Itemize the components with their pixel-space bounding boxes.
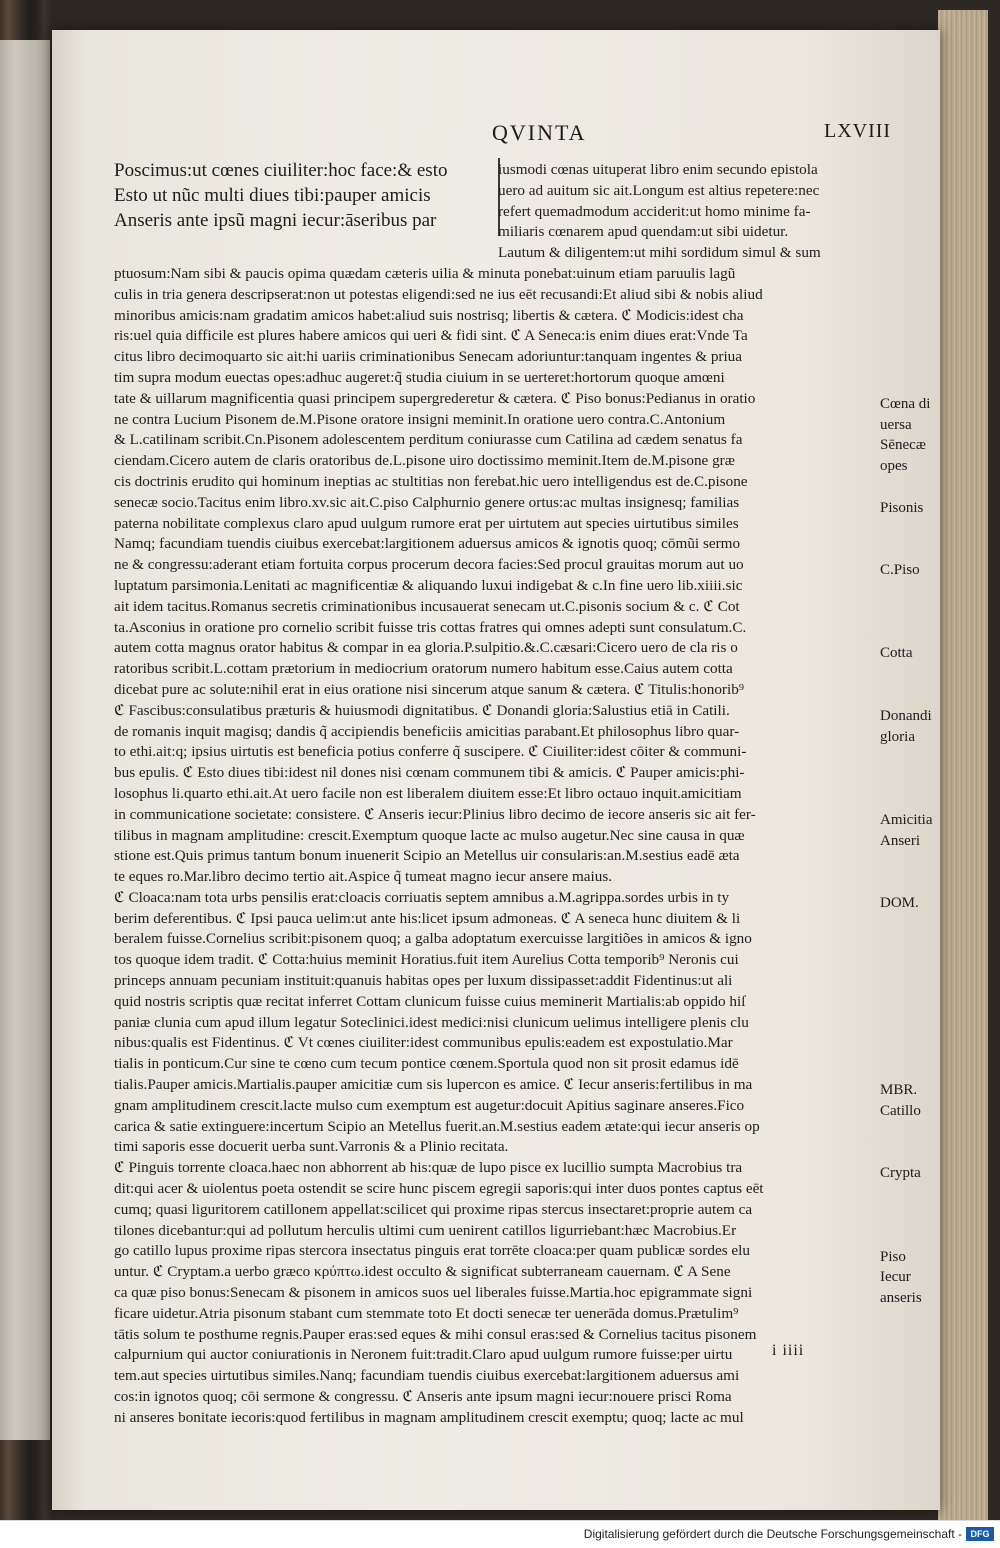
text-line: senecæ socio.Tacitus enim libro.xv.sic ait.C.piso Calphurnio genere ortus:ac multas insignesq; familias xyxy=(114,493,740,511)
text-line: ptuosum:Nam sibi & paucis opima quædam cæteris uilia & minuta ponebat:uinum etiam paruulis lagũ xyxy=(114,264,736,282)
text-line: de romanis inquit magisq; dandis q̃ accipiendis beneficiis amicitias parabant.Et philosophus libro quar- xyxy=(114,722,740,740)
text-line: ne contra Lucium Pisonem de.M.Pisone oratore insigni meminit.In oratione uero contra.C.Antonium xyxy=(114,410,726,428)
verse-line: Anseris ante ipsũ magni iecur:āseribus par xyxy=(114,210,437,231)
text-line: to ethi.ait:q; ipsius uirtutis est beneficia potius conferre q̃ suscipere. ℭ Ciuiliter:idest cōiter & communi- xyxy=(114,743,747,761)
text-line: bus epulis. ℭ Esto diues tibi:idest nil dones nisi cœnam communem tibi & amicis. ℭ Pauper amicis:phi- xyxy=(114,764,745,782)
funding-credit: Digitalisierung gefördert durch die Deutsche Forschungsgemeinschaft - xyxy=(583,1527,962,1541)
text-line: culis in tria genera descripserat:non ut potestas eligendi:sed ne ius eēt recusandi:Et aliud sibi & nobis aliud xyxy=(114,285,763,303)
margin-note: C.Piso xyxy=(880,562,920,579)
text-line: carica & satie extinguere:incertum Scipio an Metellus fuerit.an.M.sestius eadem ætate:qui iecur anseris op xyxy=(114,1117,760,1135)
text-line: nibus:qualis est Fidentinus. ℭ Vt cœnes ciuiliter:idest communibus epulis:eadem est expostulatio.Mar xyxy=(114,1034,733,1052)
text-line: iusmodi cœnas uituperat libro enim secundo epistola xyxy=(498,161,818,178)
text-line: go catillo lupus proxime ripas stercora insectatus pinguis erat torrēte cloaca:per quam publicæ sordes elu xyxy=(114,1242,750,1260)
margin-note: Crypta xyxy=(880,1165,921,1182)
text-line: in communicatione societate: consistere. ℭ Anseris iecur:Plinius libro decimo de iecore anseris sic ait fer- xyxy=(114,805,756,823)
text-line: ficare uidetur.Atria pisonum stabant cum stemmate toto Et docti senecæ ter uenerāda domus.Prætulim⁹ xyxy=(114,1304,739,1322)
text-line: tilibus in magnam amplitudine: crescit.Exemptum quoque lacte ac mulso augetur.Nec sine causa in quæ xyxy=(114,826,745,844)
text-line: paniæ clunia cum apud illum legatur Soteclinici.idest medici:nisi clunicum uelimus intelligere plenis clu xyxy=(114,1013,749,1031)
text-line: cos:in ignotos quoq; cōi sermone & congressu. ℭ Anseris ante ipsum magni iecur:nouere prisci Roma xyxy=(114,1388,732,1406)
text-line: dit:qui acer & uiolentus poeta ostendit se scire hunc piscem egregii saporis:qui inter duos pontes captus eēt xyxy=(114,1180,764,1198)
text-line: dicebat pure ac solute:nihil erat in eius oratione nisi sincerum atque sanum & cætera. ℭ Titulis:honorib⁹ xyxy=(114,680,745,698)
text-line: tilones dicebantur:qui ad pollutum herculis ultimi cum uenirent catillos ligurriebant:hæc Macrobius.Er xyxy=(114,1221,737,1239)
text-line: ℭ Pinguis torrente cloaca.haec non abhorrent ab his:quæ de lupo pisce ex lucillio sumpta Macrobius tra xyxy=(114,1159,743,1177)
margin-note: DOM. xyxy=(880,895,919,911)
folio-number: LXVIII xyxy=(824,120,892,142)
margin-note: Pisonis xyxy=(880,499,924,516)
text-line: tialis.Pauper amicis.Martialis.pauper amicitiæ cum sis lupercon es amice. ℭ Iecur anseris:fertilibus in ma xyxy=(114,1076,753,1094)
margin-note: Iecur xyxy=(880,1269,911,1286)
left-page-edge xyxy=(0,40,50,1440)
text-line: tim supra modum euectas opes:adhuc augeret:q̃ studia ciuium in se uerteret:hortorum quoque amœni xyxy=(114,368,725,386)
text-line: beralem fuisse.Cornelius scribit:pisonem quoq; a galba adoptatum exercuisse largitiões in amicos & igno xyxy=(114,930,752,948)
text-line: cis doctrinis erudito qui hominum ineptias ac stultitias non ferebat.hic uero intelligendus est de.C.pisone xyxy=(114,472,748,490)
text-line: ris:uel quia difficile est plures habere amicos qui ueri & fidi sint. ℭ A Seneca:is enim diues erat:Vnde Ta xyxy=(114,327,748,345)
book-fore-edge xyxy=(938,10,988,1520)
text-line: tate & uillarum magnificentia quasi principem supergrederetur & cætera. ℭ Piso bonus:Pedianus in oratio xyxy=(114,389,756,407)
text-line: gnam amplitudinem crescit.lacte mulso cum exemptum est augetur:docuit Apitius saginare anseres.Fico xyxy=(114,1096,745,1114)
margin-note: anseris xyxy=(880,1290,922,1307)
verse-line: Esto ut nũc multi diues tibi:pauper amicis xyxy=(114,185,431,206)
book-page xyxy=(52,30,940,1510)
text-line: calpurnium qui auctor coniurationis in Neronem fuit:tradit.Claro apud uulgum rumore fuisse:per uirtu xyxy=(114,1346,733,1364)
text-line: princeps annuam pecuniam instituit:quanuis habitas opes per luxum dissipasset:addit Fidentinus:ut ali xyxy=(114,972,733,990)
text-line: miliaris cœnarem apud quendam:ut sibi uidetur. xyxy=(498,223,789,241)
text-line: stione est.Quis primus tantum bonum inuenerit Scipio an Metellus uir consularis:an.M.sestius eadē æta xyxy=(114,847,740,865)
text-line: timi saporis esse docuerit uerba sunt.Varronis & a Plinio recitata. xyxy=(114,1138,509,1156)
text-line: tem.aut species uirtutibus similes.Nanq; facundiam tuendis ciuibus exercebat:largitionem aduersus ami xyxy=(114,1367,740,1385)
text-line: ℭ Cloaca:nam tota urbs pensilis erat:cloacis corriuatis septem amnibus a.M.agrippa.sordes urbis in ty xyxy=(114,888,730,906)
text-line: tos quoque idem tradit. ℭ Cotta:huius meminit Horatius.fuit item Aurelius Cotta temporib⁹ Neronis cui xyxy=(114,951,739,969)
text-line: tātis solum te posthume regnis.Pauper eras:sed eques & mihi consul eras:sed & Cornelius tacitus pisonem xyxy=(114,1325,757,1343)
margin-note: Sēnecæ xyxy=(880,437,926,454)
text-line: ciendam.Cicero autem de claris oratoribus de.L.pisone uiro doctissimo meminit.Item de.M.pisone græ xyxy=(114,452,735,470)
dfg-logo: DFG xyxy=(966,1527,994,1541)
text-line: refert quemadmodum acciderit:ut homo minime fa- xyxy=(498,202,811,220)
margin-note: opes xyxy=(880,458,908,475)
text-line: uero ad auitum sic ait.Longum est altius repetere:nec xyxy=(498,181,820,199)
text-line: quid nostris scriptis quæ recitat inferret Cottam clunicum fuisse cuius meminerit Martialis:ab oppido hiſ xyxy=(114,992,746,1010)
text-line: ait idem tacitus.Romanus secretis criminationibus incusauerat senecam ut.C.pisonis socium & c. ℭ Cot xyxy=(114,597,740,615)
margin-note: Piso xyxy=(880,1248,906,1265)
text-line: citus libro decimoquarto sic ait:hi uariis criminationibus Senecam adoriuntur:tanquam ingentes & priua xyxy=(114,348,743,366)
text-line: ni anseres bonitate iecoris:quod fertilibus in magnam amplitudinem crescit exemptu; quoq; lacte ac mul xyxy=(114,1408,744,1426)
signature-mark: i iiii xyxy=(772,1342,805,1359)
margin-note: Cotta xyxy=(880,645,913,662)
text-line: luptatum parsimonia.Lenitati ac magnificentiæ & aliquando luxui indigebat & c.In fine uero lib.xiiii.sic xyxy=(114,576,743,594)
margin-note: Catillo xyxy=(880,1103,921,1119)
text-line: cumq; quasi liguritorem catillonem appellat:scilicet qui proxime ripas stercus insectaret:proprie autem ca xyxy=(114,1200,753,1218)
text-line: Namq; facundiam tuendis ciuibus exercebat:largitionem aduersus amicos & ignotis quoq; cōmũi sermo xyxy=(114,535,741,553)
text-line: losophus li.quarto ethi.ait.At uero facile non est liberalem diuitem esse:Et libro octauo inquit.amicitiam xyxy=(114,784,742,802)
verse-line: Poscimus:ut cœnes ciuiliter:hoc face:& esto xyxy=(114,160,448,181)
text-line: ne & congressu:aderant etiam fortuita corpus procerum decora facies:Sed procul grauitas morum aut uo xyxy=(114,556,744,574)
margin-note: Anseri xyxy=(880,832,920,849)
margin-note: gloria xyxy=(880,728,915,745)
text-line: tialis in ponticum.Cur sine te cœno cum tecum pontice cœnem.Sportula quod non sit prosit edamus idē xyxy=(114,1055,739,1073)
margin-note: Donandi xyxy=(880,707,932,724)
commentary-text xyxy=(114,160,874,1429)
text-line: berim deferentibus. ℭ Ipsi pauca uelim:ut ante his:licet ipsum admoneas. ℭ A seneca hunc diuitem & li xyxy=(114,909,741,927)
text-line: ca quæ piso bonus:Senecam & pisonem in amicos suos uel liberales fuisse.Martia.hoc epigrammate signi xyxy=(114,1284,753,1302)
running-header xyxy=(452,120,902,150)
text-line: autem cotta magnus orator habitus & compar in ea gloria.P.sulpitio.&.C.cæsari:Cicero uero de cla ris o xyxy=(114,639,738,657)
margin-note: Amicitia xyxy=(880,811,933,828)
margin-note: MBR. xyxy=(880,1082,918,1099)
text-line: & L.catilinam scribit.Cn.Pisonem adolescentem perditum coniurasse cum Catilina ad cædem senatus fa xyxy=(114,431,743,449)
margin-note: uersa xyxy=(880,416,912,433)
text-line: ta.Asconius in oratione pro cornelio scribit fuisse tris cottas fratres qui omnes adepti sunt consulatum.C. xyxy=(114,618,747,636)
text-line: te eques ro.Mar.libro decimo tertio ait.Aspice q̃ tumeat magno iecur ansere maius. xyxy=(114,868,613,886)
page-title: QVINTA xyxy=(492,120,587,145)
footer-bar xyxy=(0,1520,1000,1548)
text-line: paterna nobilitate complexus claro apud uulgum rumore erat per uirtutem aut species uirtutibus similes xyxy=(114,514,739,532)
text-line: ℭ Fascibus:consulatibus præturis & huiusmodi dignitatibus. ℭ Donandi gloria:Salustius etiā in Catili. xyxy=(114,701,730,719)
text-line: untur. ℭ Cryptam.a uerbo græco κρύπτω.idest occulto & significat subterraneam cauernam. ℭ A Sene xyxy=(114,1263,731,1281)
text-line: minoribus amicis:nam gradatim amicos habet:aliud suis nostrisq; libertis & cætera. ℭ Modicis:idest cha xyxy=(114,306,744,324)
margin-note: Cœna di xyxy=(880,395,931,412)
text-line: ratoribus scribit.L.cottam prætorium in mediocrium oratorum numero habitum esse.Caius autem cotta xyxy=(114,660,733,678)
text-line: Lautum & diligentem:ut mihi sordidum simul & sum xyxy=(498,244,821,262)
